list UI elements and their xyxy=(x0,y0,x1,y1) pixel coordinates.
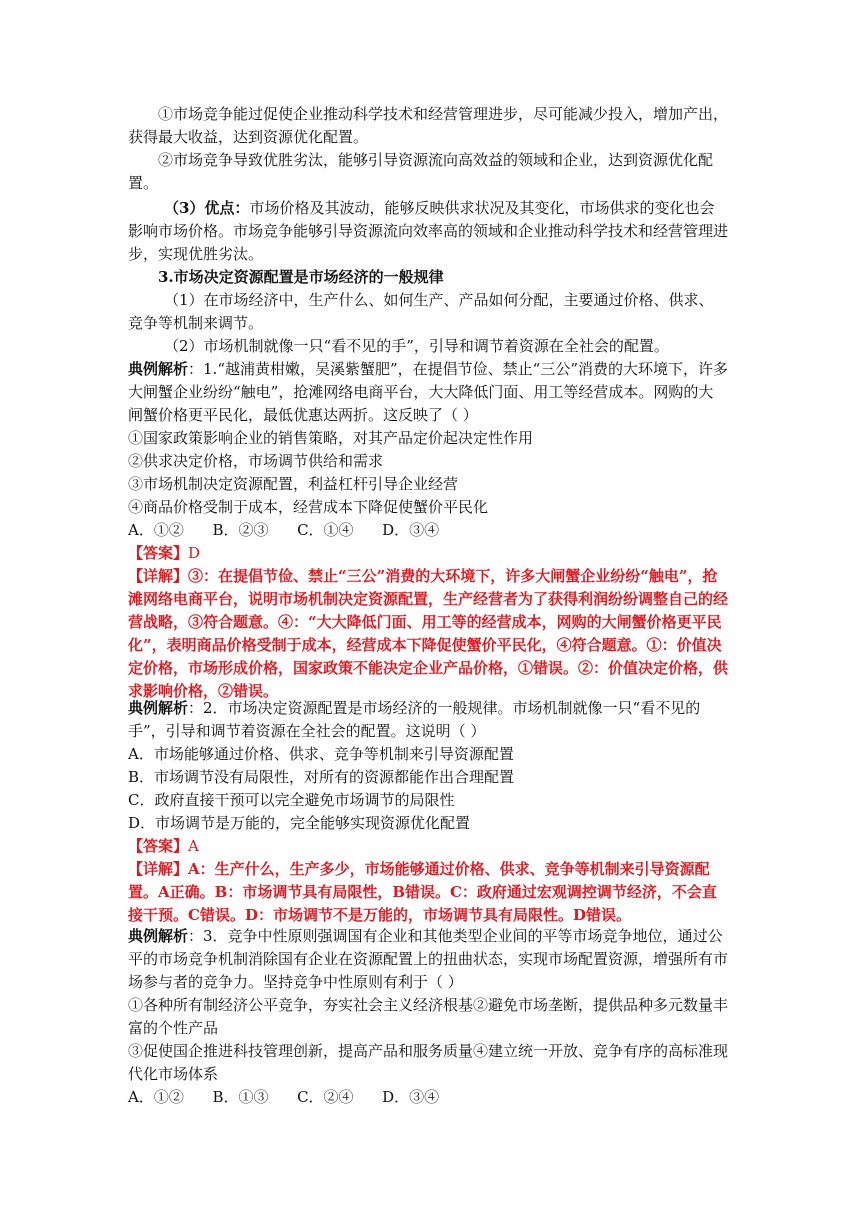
option-item: ③市场机制决定资源配置，利益杠杆引导企业经营 xyxy=(128,475,459,493)
answer-value: D xyxy=(188,544,201,562)
question-stem xyxy=(128,925,728,994)
advantages-label: （3）优点： xyxy=(164,199,250,217)
paragraph-competition-2: ②市场竞争导致优胜劣汰，能够引导资源流向高效益的领域和企业，达到资源优化配置。 xyxy=(128,151,714,192)
option-item: ③促使国企推进科技管理创新，提高产品和服务质量④建立统一开放、竞争有序的高标准现代化市场体系 xyxy=(128,1042,729,1083)
question-text: ：3．竞争中性原则强调国有企业和其他类型企业间的平等市场竞争地位，通过公平的市场竞争机制消除国有企业在资源配置上的扭曲状态，实现市场配置资源，增强所有市场参与者的竞争力。坚持竞争中性原则有利于（ ） xyxy=(128,927,729,991)
paragraph-advantages xyxy=(128,197,728,266)
option-item: B．市场调节没有局限性，对所有的资源都能作出合理配置 xyxy=(128,768,515,786)
detail-text: A：生产什么，生产多少，市场能够通过价格、供求、竞争等机制来引导资源配置。A正确。B：市场调节具有局限性，B错误。C：政府通过宏观调控调节经济，不会直接干预。C错误。D：市场调节不是万能的，市场调节具有局限性。D错误。 xyxy=(128,860,717,924)
question-stem xyxy=(128,697,728,743)
paragraph-competition-1: ①市场竞争能过促使企业推动科学技术和经营管理进步，尽可能减少投入，增加产出，获得最大收益，达到资源优化配置。 xyxy=(128,105,729,146)
question-stem xyxy=(128,358,728,427)
section-heading: 3.市场决定资源配置是市场经济的一般规律 xyxy=(158,268,444,286)
option-item: D．市场调节是万能的，完全能够实现资源优化配置 xyxy=(128,814,471,832)
detail-label: 【详解】 xyxy=(128,567,189,585)
question-label: 典例解析 xyxy=(128,360,189,378)
option-item: ②供求决定价格，市场调节供给和需求 xyxy=(128,452,384,470)
question-3 xyxy=(128,925,728,1109)
question-label: 典例解析 xyxy=(128,927,189,945)
advantages-text: 市场价格及其波动，能够反映供求状况及其变化，市场供求的变化也会影响市场价格。市场竞争能够引导资源流向效率高的领域和企业推动科学技术和经营管理进步，实现优胜劣汰。 xyxy=(128,199,729,263)
option-item: C．政府直接干预可以完全避免市场调节的局限性 xyxy=(128,791,455,809)
answer-choices: A．①② B．②③ C．①④ D．③④ xyxy=(128,521,440,539)
paragraph-point-2: （2）市场机制就像一只“看不见的手”，引导和调节着资源在全社会的配置。 xyxy=(164,337,669,355)
answer-line xyxy=(128,542,728,565)
answer-label: 【答案】 xyxy=(128,837,189,855)
option-item: ①国家政策影响企业的销售策略，对其产品定价起决定性作用 xyxy=(128,429,534,447)
detail-paragraph xyxy=(128,858,728,927)
answer-value: A xyxy=(188,837,199,855)
detail-text: ③：在提倡节俭、禁止“三公”消费的大环境下，许多大闸蟹企业纷纷“触电”，抢滩网络电商平台，说明市场机制决定资源配置，生产经营者为了获得利润纷纷调整自己的经营战略，③符合题意。④：“大大降低门面、用工等的经营成本，网购的大闸蟹价格更平民化”，表明商品价格受制于成本，经营成本下降促使蟹价平民化，④符合题意。①：价值决定价格，市场形成价格，国家政策不能决定企业产品价格，①错误。②：价值决定价格，供求影响价格，②错误。 xyxy=(128,567,729,700)
paragraph-point-1: （1）在市场经济中，生产什么、如何生产、产品如何分配，主要通过价格、供求、竞争等机制来调节。 xyxy=(128,291,714,332)
option-item: ④商品价格受制于成本，经营成本下降促使蟹价平民化 xyxy=(128,498,489,516)
detail-paragraph xyxy=(128,565,728,703)
question-1 xyxy=(128,358,728,703)
question-text: ：2．市场决定资源配置是市场经济的一般规律。市场机制就像一只“看不见的手”，引导和调节着资源在全社会的配置。这说明（ ） xyxy=(128,699,701,740)
question-2 xyxy=(128,697,728,927)
question-label: 典例解析 xyxy=(128,699,189,717)
answer-choices: A．①② B．①③ C．②④ D．③④ xyxy=(128,1088,440,1106)
question-text: ：1.“越浦黄柑嫩，吴溪紫蟹肥”，在提倡节俭、禁止“三公”消费的大环境下，许多大闸蟹企业纷纷“触电”，抢滩网络电商平台，大大降低门面、用工等经营成本。网购的大闸蟹价格更平民化，最低优惠达两折。这反映了（ ） xyxy=(128,360,729,424)
answer-label: 【答案】 xyxy=(128,544,189,562)
answer-line xyxy=(128,835,728,858)
option-item: A．市场能够通过价格、供求、竞争等机制来引导资源配置 xyxy=(128,745,514,763)
option-item: ①各种所有制经济公平竞争，夯实社会主义经济根基②避免市场垄断，提供品种多元数量丰富的个性产品 xyxy=(128,996,729,1037)
detail-label: 【详解】 xyxy=(128,860,189,878)
